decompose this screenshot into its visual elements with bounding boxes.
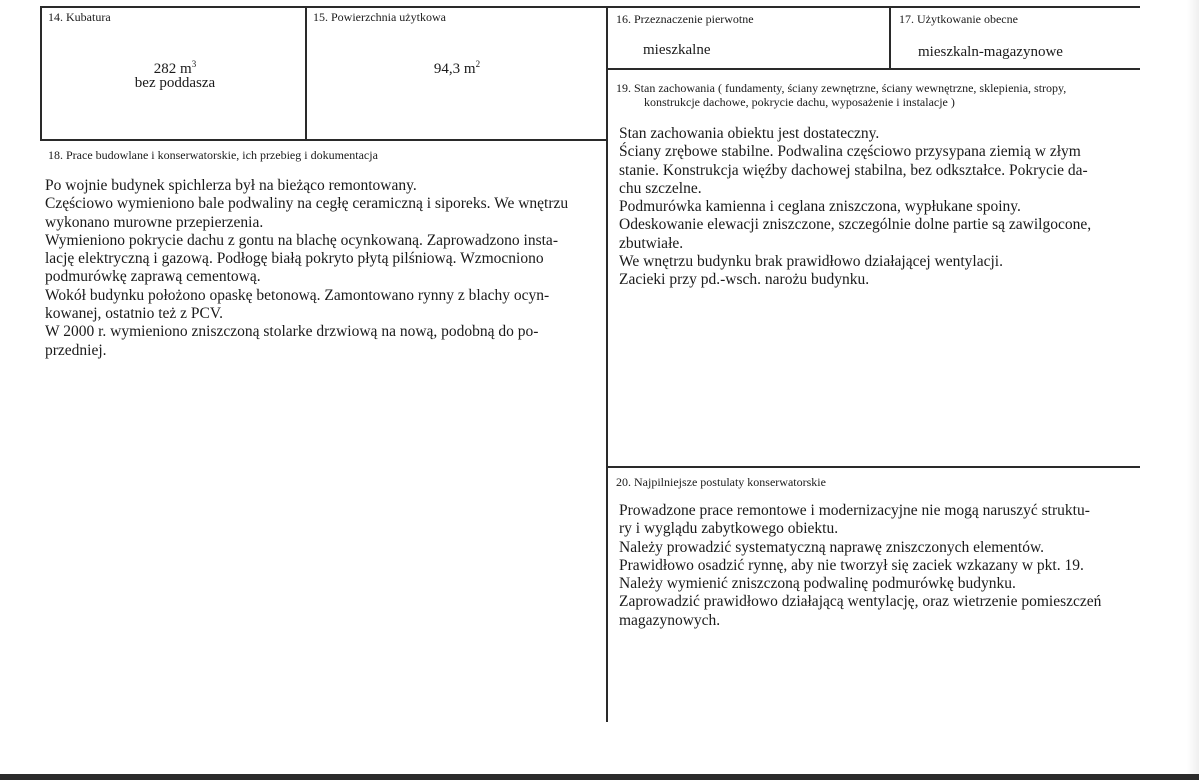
text-line: Częściowo wymieniono bale podwaliny na cegłę ceramiczną i siporeks. We wnętrzu bbox=[45, 195, 569, 213]
cell-20-text bbox=[619, 502, 1125, 630]
text-line: zbutwiałe. bbox=[619, 234, 684, 252]
cell-17-label: 17. Użytkowanie obecne bbox=[899, 12, 1018, 26]
left-border bbox=[40, 6, 42, 141]
cell-19-label-line1: 19. Stan zachowania ( fundamenty, ściany zewnętrzne, ściany wewnętrzne, sklepienia, stropy, bbox=[616, 81, 1067, 95]
text-line: Prowadzone prace remontowe i modernizacyjne nie mogą naruszyć struktu- bbox=[619, 502, 1090, 519]
center-divider bbox=[606, 6, 608, 722]
area-exponent: 2 bbox=[475, 59, 481, 69]
cell-14-note: bez poddasza bbox=[134, 75, 216, 91]
scan-bottom-edge bbox=[0, 774, 1199, 780]
text-line: W 2000 r. wymieniono zniszczoną stolarke drzwiową na nową, podobną do po- bbox=[45, 323, 539, 341]
cubature-number: 282 m bbox=[153, 61, 192, 77]
top-border-right bbox=[608, 6, 1140, 8]
cell-15-value bbox=[308, 55, 606, 78]
row-divider-19-20 bbox=[608, 466, 1140, 468]
text-line: lację elektryczną i gazową. Podłogę białą pokryto płytą pilśniową. Wzmocniono bbox=[45, 250, 544, 268]
divider-16-17 bbox=[889, 6, 891, 68]
page-edge-shadow bbox=[1187, 0, 1199, 780]
cell-19-label-line2: konstrukcje dachowe, pokrycie dachu, wyposażenie i instalacje ) bbox=[644, 95, 955, 109]
text-line: chu szczelne. bbox=[619, 179, 702, 197]
text-line: podmurówkę zaprawą cementową. bbox=[45, 268, 261, 286]
row-divider-16-19 bbox=[608, 68, 1140, 70]
text-line: Podmurówka kamienna i ceglana zniszczona, wypłukane spoiny. bbox=[619, 198, 1021, 216]
text-line: Wymieniono pokrycie dachu z gontu na blachę ocynkowaną. Zaprowadzono insta- bbox=[45, 231, 558, 249]
cubature-exponent: 3 bbox=[191, 59, 197, 69]
text-line: Po wojnie budynek spichlerza był na bieżąco remontowany. bbox=[45, 177, 417, 194]
text-line: We wnętrzu budynku brak prawidłowo działającej wentylacji. bbox=[619, 253, 1003, 271]
text-line: Odeskowanie elewacji zniszczone, szczególnie dolne partie są zawilgocone, bbox=[619, 216, 1092, 234]
text-line: przedniej. bbox=[45, 341, 107, 359]
text-line: Zacieki przy pd.-wsch. narożu budynku. bbox=[619, 271, 870, 289]
cell-16-value: mieszkalne bbox=[643, 42, 711, 58]
cell-19-text bbox=[619, 125, 1125, 290]
text-line: magazynowych. bbox=[619, 611, 721, 629]
text-line: kowanej, ostatnio też z PCV. bbox=[45, 305, 223, 323]
text-line: Należy wymienić zniszczoną podwalinę podmurówkę budynku. bbox=[619, 575, 1016, 593]
text-line: Wokół budynku położono opaskę betonową. Zamontowano rynny z blachy ocyn- bbox=[45, 286, 550, 304]
text-line: Zaprowadzić prawidłowo działającą wentylację, oraz wietrzenie pomieszczeń bbox=[619, 593, 1102, 611]
text-line: wykonano murowne przepierzenia. bbox=[45, 213, 264, 231]
area-number: 94,3 m bbox=[433, 61, 476, 77]
cell-18-label: 18. Prace budowlane i konserwatorskie, ich przebieg i dokumentacja bbox=[48, 148, 378, 162]
cell-14-label: 14. Kubatura bbox=[48, 10, 111, 24]
cell-15-label: 15. Powierzchnia użytkowa bbox=[313, 10, 446, 24]
top-border-left bbox=[40, 6, 608, 8]
row-divider-14-18 bbox=[40, 139, 608, 141]
cell-16-label: 16. Przeznaczenie pierwotne bbox=[616, 12, 754, 26]
text-line: Należy prowadzić systematyczną naprawę zniszczonych elementów. bbox=[619, 538, 1045, 556]
cell-19-label bbox=[616, 81, 1136, 109]
text-line: stanie. Konstrukcja więźby dachowej stabilna, bez odkształce. Pokrycie da- bbox=[619, 161, 1088, 179]
cell-18-text bbox=[45, 177, 597, 360]
text-line: Stan zachowania obiektu jest dostateczny. bbox=[619, 125, 880, 142]
cell-17-value: mieszkaln-magazynowe bbox=[918, 44, 1063, 60]
cell-20-label: 20. Najpilniejsze postulaty konserwatorskie bbox=[616, 475, 826, 489]
text-line: Prawidłowo osadzić rynnę, aby nie tworzył się zaciek wzkazany w pkt. 19. bbox=[619, 556, 1084, 574]
text-line: ry i wyglądu zabytkowego obiektu. bbox=[619, 520, 839, 538]
text-line: Ściany zrębowe stabilne. Podwalina częściowo przysypana ziemią w złym bbox=[619, 143, 1081, 161]
